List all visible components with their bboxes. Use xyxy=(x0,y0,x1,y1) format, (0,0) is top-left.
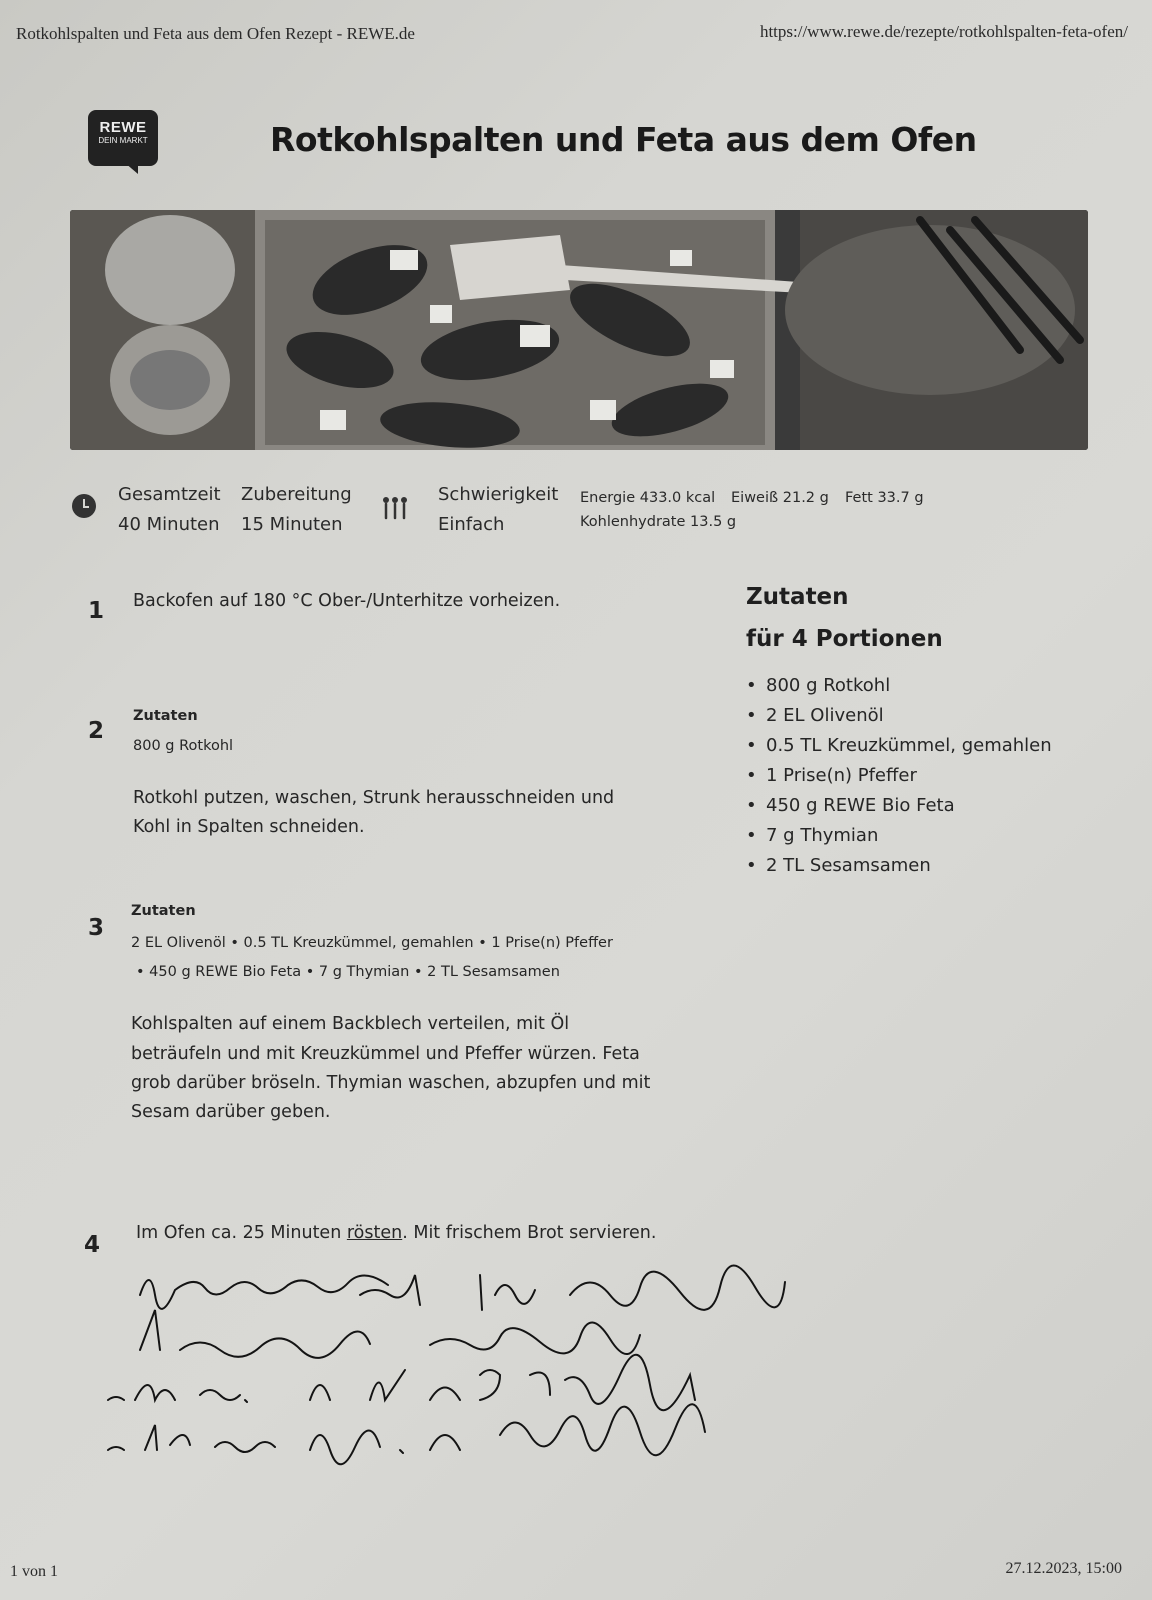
roesten-link[interactable]: rösten xyxy=(346,1223,403,1243)
servings-heading: für 4 Portionen xyxy=(746,626,943,652)
print-footer-page: 1 von 1 xyxy=(10,1563,58,1580)
step-ingredients: 800 g Rotkohl xyxy=(133,738,234,754)
prep-time-value: 15 Minuten xyxy=(241,514,343,535)
utensils-icon xyxy=(382,494,408,520)
ingredient-item: • 2 EL Olivenöl xyxy=(746,701,1052,731)
step-number: 4 xyxy=(84,1232,101,1258)
total-time xyxy=(118,480,221,540)
handwritten-notes-drawing xyxy=(100,1255,860,1475)
step-text-part: . Mit frischem Brot servieren. xyxy=(402,1223,657,1243)
step-ingredients-label: Zutaten xyxy=(131,903,196,919)
step-number: 1 xyxy=(88,598,105,624)
ingredients-heading-line: Zutaten xyxy=(746,584,849,610)
logo-subtext: DEIN MARKT xyxy=(98,136,148,145)
recipe-photo xyxy=(70,210,1088,450)
difficulty-value: Einfach xyxy=(438,514,505,535)
prep-time-label: Zubereitung xyxy=(241,484,352,505)
step-text-line: Sesam darüber geben. xyxy=(131,1102,331,1122)
step-text-line: Rotkohl putzen, waschen, Strunk herausschneiden und xyxy=(133,788,615,808)
difficulty xyxy=(438,480,558,540)
step-text-line: beträufeln und mit Kreuzkümmel und Pfeffer würzen. Feta xyxy=(131,1044,640,1064)
ingredient-item: • 800 g Rotkohl xyxy=(746,671,1052,701)
total-time-label: Gesamtzeit xyxy=(118,484,221,505)
ingredients-list xyxy=(746,671,1052,881)
step-ingredients-label: Zutaten xyxy=(133,708,198,724)
energy-value: Energie 433.0 kcal xyxy=(580,490,716,506)
ingredient-item: • 2 TL Sesamsamen xyxy=(746,851,1052,881)
step-number: 3 xyxy=(88,915,105,941)
step-ingredients-line: • 450 g REWE Bio Feta • 7 g Thymian • 2 TL Sesamsamen xyxy=(136,964,560,980)
step-text xyxy=(136,1218,656,1248)
step-text: Backofen auf 180 °C Ober-/Unterhitze vorheizen. xyxy=(133,591,561,611)
fat-value: Fett 33.7 g xyxy=(845,490,924,506)
print-header-title: Rotkohlspalten und Feta aus dem Ofen Rezept - REWE.de xyxy=(16,24,415,43)
print-header-url: https://www.rewe.de/rezepte/rotkohlspalten-feta-ofen/ xyxy=(759,22,1128,41)
step-text-line: Kohlspalten auf einem Backblech verteilen, mit Öl xyxy=(131,1014,570,1034)
ingredient-item: • 450 g REWE Bio Feta xyxy=(746,791,1052,821)
ingredient-item: • 1 Prise(n) Pfeffer xyxy=(746,761,1052,791)
ingredient-item: • 7 g Thymian xyxy=(746,821,1052,851)
total-time-value: 40 Minuten xyxy=(118,514,220,535)
logo-text: REWE xyxy=(99,119,147,136)
ingredient-item: • 0.5 TL Kreuzkümmel, gemahlen xyxy=(746,731,1052,761)
rewe-logo xyxy=(88,110,160,172)
handwritten-notes xyxy=(100,1255,860,1479)
print-footer-datetime: 27.12.2023, 15:00 xyxy=(1005,1560,1122,1577)
step-ingredients-line: 2 EL Olivenöl • 0.5 TL Kreuzkümmel, gemahlen • 1 Prise(n) Pfeffer xyxy=(131,935,613,951)
carbs-value: Kohlenhydrate 13.5 g xyxy=(580,514,737,530)
difficulty-label: Schwierigkeit xyxy=(438,484,559,505)
step-number: 2 xyxy=(88,718,105,744)
protein-value: Eiweiß 21.2 g xyxy=(731,490,829,506)
ingredients-heading xyxy=(746,576,943,660)
clock-icon xyxy=(72,494,96,518)
step-text-line: Kohl in Spalten schneiden. xyxy=(133,817,365,837)
recipe-title: Rotkohlspalten und Feta aus dem Ofen xyxy=(270,120,977,159)
step-text-part: Im Ofen ca. 25 Minuten xyxy=(136,1223,347,1243)
prep-time xyxy=(241,480,352,540)
step-text-line: grob darüber bröseln. Thymian waschen, abzupfen und mit xyxy=(131,1073,651,1093)
